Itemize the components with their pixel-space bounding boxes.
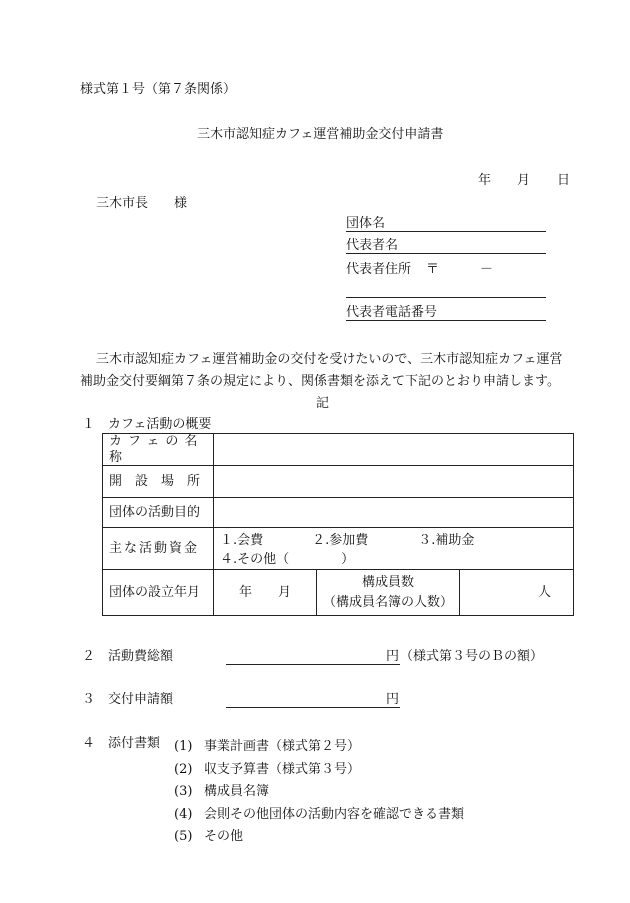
established-label: 団体の設立年月	[103, 570, 214, 616]
representative-label: 代表者名	[346, 238, 399, 253]
date-day-label: 日	[557, 173, 571, 188]
date-month-label: 月	[517, 173, 531, 188]
addressee: 三木市長 様	[96, 196, 188, 211]
representative-line[interactable]	[346, 253, 546, 254]
members-field[interactable]: 人	[460, 570, 574, 616]
org-name-line[interactable]	[346, 231, 546, 232]
funds-label: 主な活動資金	[103, 528, 214, 570]
cafe-name-label: カフェの名称	[103, 434, 214, 466]
funds-option-1[interactable]: １.会費	[220, 532, 264, 548]
list-item: (4) 会則その他団体の活動内容を確認できる書類	[174, 806, 465, 822]
body-line-2: 補助金交付要綱第７条の規定により、関係書類を添えて下記のとおり申請します。	[80, 374, 560, 389]
established-field[interactable]: 年 月	[214, 570, 317, 616]
funds-option-3[interactable]: ３.補助金	[418, 532, 475, 548]
org-name-label: 団体名	[346, 216, 386, 231]
funds-option-4[interactable]: ４.その他（ ）	[220, 551, 355, 567]
list-item: (3) 構成員名簿	[174, 784, 270, 799]
cafe-name-field[interactable]	[214, 434, 574, 466]
list-item: (2) 収支予算書（様式第３号）	[174, 761, 361, 777]
address-line[interactable]	[346, 297, 546, 298]
list-item: (1) 事業計画書（様式第２号）	[174, 739, 361, 754]
address-label: 代表者住所	[346, 262, 412, 277]
purpose-label: 団体の活動目的	[103, 498, 214, 528]
location-label: 開 設 場 所	[103, 466, 214, 498]
section1-heading: １ カフェ活動の概要	[82, 417, 212, 432]
cafe-overview-table	[102, 433, 574, 616]
section3-label: ３ 交付申請額	[82, 692, 174, 707]
form-title: 三木市認知症カフェ運営補助金交付申請書	[197, 127, 444, 142]
body-line-1: 三木市認知症カフェ運営補助金の交付を受けたいので、三木市認知症カフェ運営	[96, 352, 563, 367]
request-amount-line[interactable]	[226, 707, 400, 708]
ki-mark: 記	[316, 396, 330, 411]
section4-label: ４ 添付書類	[82, 736, 161, 751]
total-cost-line[interactable]	[226, 664, 400, 665]
attachment-list	[174, 736, 464, 849]
list-item: (5) その他	[174, 829, 244, 844]
postal-dash: －	[480, 262, 494, 277]
funds-option-2[interactable]: ２.参加費	[312, 532, 369, 548]
phone-line[interactable]	[346, 320, 546, 321]
total-cost-unit: 円	[386, 649, 400, 664]
postal-mark: 〒	[426, 262, 440, 277]
members-label: 構成員数 （構成員名簿の人数）	[317, 570, 460, 616]
date-year-label: 年	[478, 173, 492, 188]
location-field[interactable]	[214, 466, 574, 498]
purpose-field[interactable]	[214, 498, 574, 528]
request-amount-unit: 円	[386, 692, 400, 707]
section2-label: ２ 活動費総額	[82, 649, 174, 664]
total-cost-note: （様式第３号のＢの額）	[400, 649, 544, 664]
phone-label: 代表者電話番号	[346, 305, 438, 320]
form-number: 様式第１号（第７条関係）	[80, 82, 237, 97]
funds-field[interactable]	[214, 528, 574, 570]
